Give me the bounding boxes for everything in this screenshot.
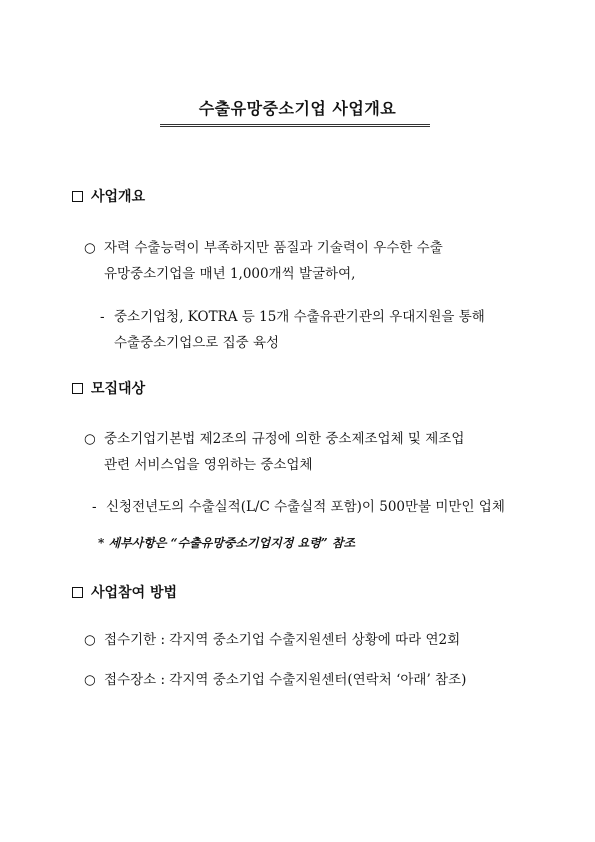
dash-continuation: 수출중소기업으로 집중 육성 — [114, 335, 280, 351]
bullet-line — [84, 236, 443, 256]
section-heading-label: 사업참여 방법 — [91, 585, 178, 601]
dash-text: 중소기업청, KOTRA 등 15개 수출유관기관의 우대지원을 통해 — [114, 309, 485, 325]
bullet-line — [84, 427, 464, 447]
deadline-line — [84, 628, 460, 648]
location-text: 접수장소 : 각지역 중소기업 수출지원센터(연락처 ‘아래’ 참조) — [104, 672, 467, 688]
bullet-continuation: 관련 서비스업을 영위하는 중소업체 — [104, 457, 313, 473]
dash-text: 신청전년도의 수출실적(L/C 수출실적 포함)이 500만불 미만인 업체 — [106, 499, 505, 515]
dash-line — [92, 495, 505, 515]
circle-bullet-icon: ○ — [84, 431, 96, 447]
section-heading-participation — [72, 582, 177, 602]
dash-line — [100, 305, 485, 325]
dash-bullet: - — [92, 499, 97, 515]
checkbox-square-icon — [72, 191, 83, 202]
section-heading-label: 사업개요 — [91, 189, 146, 205]
checkbox-square-icon — [72, 587, 83, 598]
bullet-text: 중소기업기본법 제2조의 규정에 의한 중소제조업체 및 제조업 — [104, 431, 465, 447]
checkbox-square-icon — [72, 383, 83, 394]
title-block — [0, 96, 595, 119]
bullet-continuation: 유망중소기업을 매년 1,000개씩 발굴하여, — [104, 266, 356, 282]
section-heading-label: 모집대상 — [91, 381, 146, 397]
page-title: 수출유망중소기업 사업개요 — [198, 99, 397, 118]
location-line — [84, 668, 466, 688]
deadline-text: 접수기한 : 각지역 중소기업 수출지원센터 상황에 따라 연2회 — [104, 632, 461, 648]
dash-bullet: - — [100, 309, 105, 325]
reference-note: * 세부사항은 “수출유망중소기업지정 요령” 참조 — [98, 536, 356, 550]
title-underline — [160, 124, 430, 127]
section-heading-overview — [72, 186, 145, 206]
section-heading-eligibility — [72, 378, 145, 398]
circle-bullet-icon: ○ — [84, 632, 96, 648]
circle-bullet-icon: ○ — [84, 240, 96, 256]
circle-bullet-icon: ○ — [84, 672, 96, 688]
bullet-text: 자력 수출능력이 부족하지만 품질과 기술력이 우수한 수출 — [104, 240, 443, 256]
